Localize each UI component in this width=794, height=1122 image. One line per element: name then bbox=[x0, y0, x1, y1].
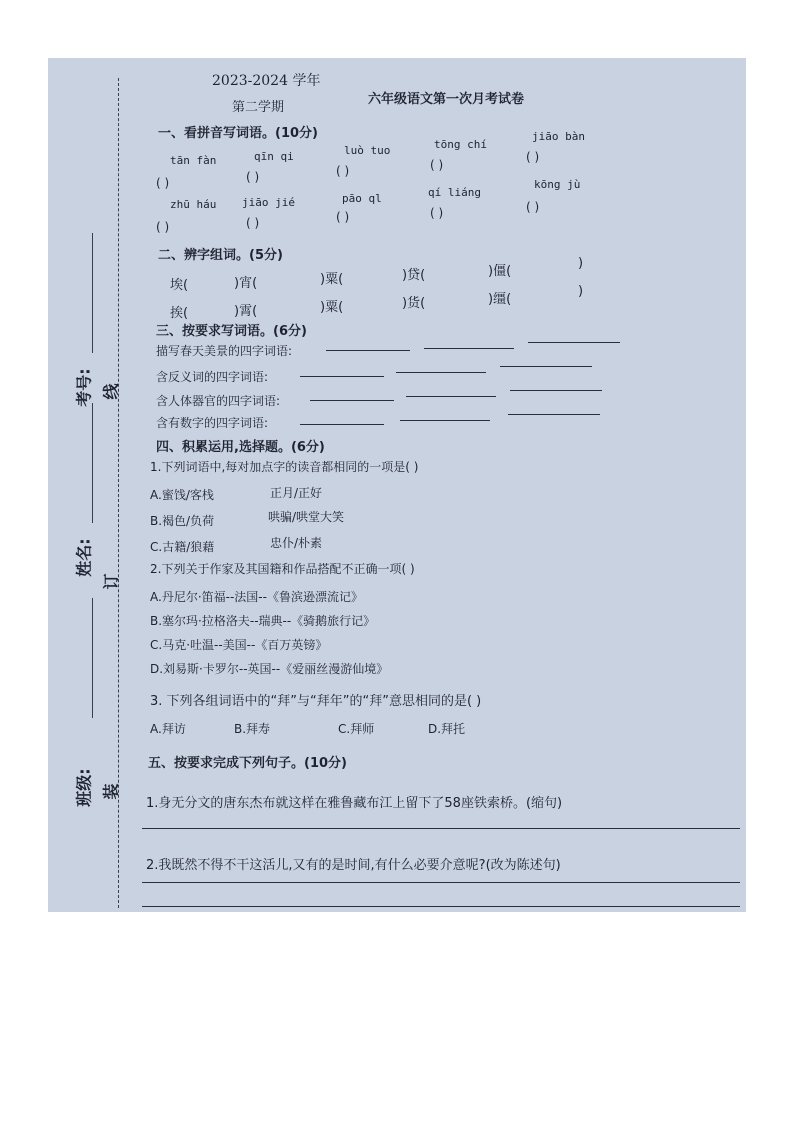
word-blank-3b[interactable] bbox=[406, 396, 496, 397]
pinyin-6: zhū háu bbox=[170, 198, 217, 211]
pinyin-4: tōng chí bbox=[434, 138, 487, 151]
answer-box-1[interactable]: ( ) bbox=[156, 176, 170, 190]
margin-blank-exam-no bbox=[92, 233, 93, 353]
word-prompt-4: 含有数字的四字词语: bbox=[156, 416, 269, 430]
answer-box-7[interactable]: ( ) bbox=[246, 216, 260, 230]
semester: 第二学期 bbox=[232, 100, 285, 115]
pinyin-10: kōng jù bbox=[534, 178, 581, 191]
word-blank-4c[interactable] bbox=[508, 414, 600, 415]
word-blank-4a[interactable] bbox=[300, 424, 384, 425]
margin-blank-name bbox=[92, 403, 93, 523]
section5-heading: 五、按要求完成下列句子。(10分) bbox=[148, 756, 347, 771]
answer-box-10[interactable]: ( ) bbox=[526, 200, 540, 214]
section1-heading: 一、看拼音写词语。(10分) bbox=[158, 126, 318, 141]
pinyin-3: luò tuo bbox=[344, 144, 391, 157]
choice-q3-a: A.拜访 bbox=[150, 722, 186, 736]
section2-heading: 二、辨字组词。(5分) bbox=[158, 248, 283, 263]
exam-no-label: 考号: bbox=[74, 368, 94, 407]
sentence-answer-line-1[interactable] bbox=[142, 828, 740, 829]
word-blank-2a[interactable] bbox=[300, 376, 384, 377]
answer-box-4[interactable]: ( ) bbox=[430, 158, 444, 172]
word-blank-2c[interactable] bbox=[500, 366, 592, 367]
choice-q1: 1.下列词语中,每对加点字的读音都相同的一项是( ) bbox=[150, 460, 419, 474]
word-blank-1a[interactable] bbox=[326, 350, 410, 351]
pinyin-8: pāo ql bbox=[342, 192, 382, 205]
char-row-2-f: ) bbox=[578, 284, 584, 299]
fold-mark-bind: 订 bbox=[101, 573, 121, 590]
section4-heading: 四、积累运用,选择题。(6分) bbox=[156, 440, 325, 455]
word-blank-3a[interactable] bbox=[310, 400, 394, 401]
answer-box-8[interactable]: ( ) bbox=[336, 210, 350, 224]
choice-q3-b: B.拜寿 bbox=[234, 722, 271, 736]
char-row-1-f: ) bbox=[578, 256, 584, 271]
fold-mark-line: 线 bbox=[101, 383, 121, 400]
word-blank-3c[interactable] bbox=[510, 390, 602, 391]
section3-heading: 三、按要求写词语。(6分) bbox=[156, 324, 307, 339]
choice-q3: 3. 下列各组词语中的“拜”与“拜年”的“拜”意思相同的是( ) bbox=[150, 694, 482, 709]
answer-box-2[interactable]: ( ) bbox=[246, 170, 260, 184]
char-row-2-c: )粟( bbox=[320, 300, 344, 315]
page-title: 六年级语文第一次月考试卷 bbox=[368, 92, 525, 107]
sentence-q1: 1.身无分文的唐东杰布就这样在雅鲁藏布江上留下了58座铁索桥。(缩句) bbox=[146, 796, 563, 811]
school-year: 2023-2024 学年 bbox=[212, 73, 321, 89]
char-row-2-a: 挨( bbox=[170, 306, 189, 321]
pinyin-1: tān fàn bbox=[170, 154, 217, 167]
word-blank-4b[interactable] bbox=[400, 420, 490, 421]
class-label: 班级: bbox=[74, 768, 94, 807]
choice-q1-c: C.古籍/狼藉 bbox=[150, 540, 215, 554]
margin-blank-class bbox=[92, 598, 93, 718]
sentence-q2: 2.我既然不得不干这活儿,又有的是时间,有什么必要介意呢?(改为陈述句) bbox=[146, 858, 561, 873]
char-row-2-b: )霄( bbox=[234, 304, 258, 319]
word-prompt-1: 描写春天美景的四字词语: bbox=[156, 344, 293, 358]
choice-q2-b: B.塞尔玛·拉格洛夫--瑞典--《骑鹅旅行记》 bbox=[150, 614, 376, 628]
word-prompt-2: 含反义词的四字词语: bbox=[156, 370, 269, 384]
pinyin-9: qí liáng bbox=[428, 186, 481, 199]
answer-box-9[interactable]: ( ) bbox=[430, 206, 444, 220]
char-row-1-d: )贷( bbox=[402, 268, 426, 283]
pinyin-5: jiāo bàn bbox=[532, 130, 585, 143]
char-row-1-a: 埃( bbox=[170, 278, 189, 293]
sentence-answer-line-3[interactable] bbox=[142, 906, 740, 907]
char-row-1-e: )僵( bbox=[488, 264, 512, 279]
choice-q1-a-pair: 正月/正好 bbox=[270, 486, 323, 500]
answer-box-5[interactable]: ( ) bbox=[526, 150, 540, 164]
choice-q3-d: D.拜托 bbox=[428, 722, 466, 736]
char-row-1-b: )宵( bbox=[234, 276, 258, 291]
word-blank-1b[interactable] bbox=[424, 348, 514, 349]
char-row-2-d: )货( bbox=[402, 296, 426, 311]
char-row-1-c: )粟( bbox=[320, 272, 344, 287]
sentence-answer-line-2[interactable] bbox=[142, 882, 740, 883]
fold-mark-zhuang: 装 bbox=[101, 783, 121, 800]
word-blank-1c[interactable] bbox=[528, 342, 620, 343]
word-blank-2b[interactable] bbox=[396, 372, 486, 373]
exam-paper-photo bbox=[48, 58, 746, 912]
choice-q2: 2.下列关于作家及其国籍和作品搭配不正确一项( ) bbox=[150, 562, 415, 576]
answer-box-3[interactable]: ( ) bbox=[336, 164, 350, 178]
pinyin-2: qīn qi bbox=[254, 150, 294, 163]
choice-q2-a: A.丹尼尔·笛福--法国--《鲁滨逊漂流记》 bbox=[150, 590, 363, 604]
choice-q1-b-pair: 哄骗/哄堂大笑 bbox=[268, 510, 345, 524]
answer-box-6[interactable]: ( ) bbox=[156, 220, 170, 234]
word-prompt-3: 含人体器官的四字词语: bbox=[156, 394, 281, 408]
choice-q1-a: A.蜜饯/客栈 bbox=[150, 488, 214, 502]
char-row-2-e: )缰( bbox=[488, 292, 512, 307]
choice-q2-d: D.刘易斯·卡罗尔--英国--《爱丽丝漫游仙境》 bbox=[150, 662, 389, 676]
pinyin-7: jiāo jié bbox=[242, 196, 295, 209]
name-label: 姓名: bbox=[74, 538, 94, 577]
choice-q2-c: C.马克·吐温--美国--《百万英镑》 bbox=[150, 638, 328, 652]
choice-q1-c-pair: 忠仆/朴素 bbox=[270, 536, 323, 550]
choice-q1-b: B.褐色/负荷 bbox=[150, 514, 215, 528]
choice-q3-c: C.拜师 bbox=[338, 722, 375, 736]
